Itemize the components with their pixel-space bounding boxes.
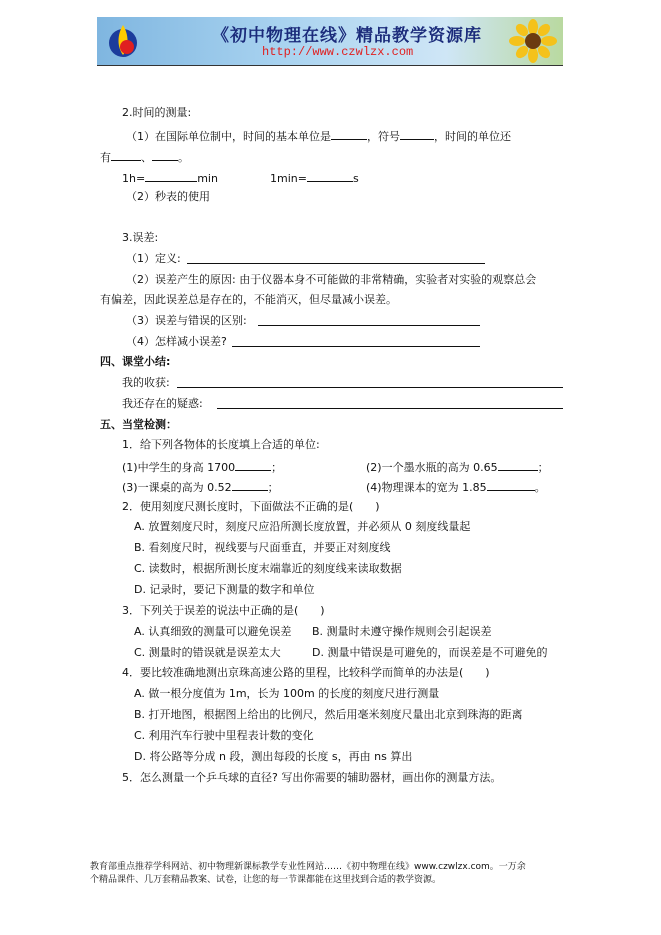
banner-url[interactable]: http://www.czwlzx.com — [262, 45, 414, 59]
summary-heading: 四、课堂小结: — [100, 355, 171, 368]
unit-blank[interactable] — [331, 128, 367, 140]
sunflower-icon — [509, 19, 557, 63]
error-cause-line-1: （2）误差产生的原因: 由于仪器本身不可能做的非常精确，实验者对实验的观察总会 — [126, 273, 537, 286]
other-unit-blank-2[interactable] — [152, 149, 178, 161]
error-definition-line[interactable] — [187, 263, 485, 264]
test-q1-opt-1: (1)中学生的身高 1700 ； — [122, 461, 283, 474]
stopwatch-usage: （2）秒表的使用 — [126, 190, 210, 203]
test-q4-option-a[interactable]: A. 做一根分度值为 1m，长为 100m 的长度的刻度尺进行测量 — [134, 687, 440, 700]
test-q4: 4．要比较准确地测出京珠高速公路的里程，比较科学而简单的办法是( ) — [122, 666, 490, 679]
gain-label: 我的收获: — [122, 376, 170, 389]
q1-blank-4[interactable] — [487, 479, 535, 491]
gain-line[interactable] — [177, 387, 563, 388]
time-question-1-cont: 有 、 。 — [100, 151, 189, 164]
time-question-1: （1）在国际单位制中，时间的基本单位是 ，符号 ，时间的单位还 — [126, 130, 511, 143]
test-q2: 2．使用刻度尺测长度时，下面做法不正确的是( ) — [122, 500, 380, 513]
doubt-label: 我还存在的疑惑: — [122, 397, 203, 410]
test-q4-option-b[interactable]: B. 打开地图，根据图上给出的比例尺，然后用毫米刻度尺量出北京到珠海的距离 — [134, 708, 523, 721]
hour-conversion: 1h= min — [122, 172, 218, 185]
banner-title: 《初中物理在线》精品教学资源库 — [212, 26, 482, 46]
test-q3: 3．下列关于误差的说法中正确的是( ) — [122, 604, 325, 617]
header-banner — [97, 17, 563, 65]
error-heading: 3.误差: — [122, 231, 159, 244]
q1-blank-3[interactable] — [232, 479, 268, 491]
time-heading: 2.时间的测量: — [122, 106, 192, 119]
test-q1-opt-3: (3)一课桌的高为 0.52 ； — [122, 481, 279, 494]
footer-line-2: 个精品课件、几万套精品教案、试卷，让您的每一节课都能在这里找到合适的教学资源。 — [90, 875, 442, 885]
error-vs-mistake-label: （3）误差与错误的区别: — [126, 314, 247, 327]
test-q3-option-d[interactable]: D. 测量中错误是可避免的，而误差是不可避免的 — [312, 646, 548, 659]
test-q4-option-d[interactable]: D. 将公路等分成 n 段，测出每段的长度 s，再由 ns 算出 — [134, 750, 413, 763]
test-q3-option-b[interactable]: B. 测量时未遵守操作规则会引起误差 — [312, 625, 492, 638]
test-q3-option-c[interactable]: C. 测量时的错误就是误差太大 — [134, 646, 281, 659]
test-q1: 1．给下列各物体的长度填上合适的单位: — [122, 438, 320, 451]
test-q2-option-a[interactable]: A. 放置刻度尺时，刻度尺应沿所测长度放置，并必须从 0 刻度线量起 — [134, 520, 471, 533]
q1-blank-2[interactable] — [498, 459, 538, 471]
q1-blank-1[interactable] — [235, 459, 271, 471]
footer-line-1: 教育部重点推荐学科网站、初中物理新课标教学专业性网站……《初中物理在线》www.czwlzx.com。一万余 — [90, 862, 526, 872]
test-heading: 五、当堂检测： — [100, 418, 177, 431]
reduce-error-line[interactable] — [232, 346, 480, 347]
test-q2-option-d[interactable]: D. 记录时，要记下测量的数字和单位 — [134, 583, 315, 596]
reduce-error-label: （4）怎样减小误差? — [126, 335, 227, 348]
test-q2-option-c[interactable]: C. 读数时，根据所测长度末端靠近的刻度线来读取数据 — [134, 562, 402, 575]
test-q1-opt-2: (2)一个墨水瓶的高为 0.65 ； — [366, 461, 549, 474]
site-logo-icon — [103, 21, 143, 61]
symbol-blank[interactable] — [400, 128, 434, 140]
other-unit-blank-1[interactable] — [111, 149, 141, 161]
error-vs-mistake-line[interactable] — [258, 325, 480, 326]
error-cause-line-2: 有偏差，因此误差总是存在的，不能消灭，但尽量减小误差。 — [100, 293, 397, 306]
hour-min-blank[interactable] — [145, 170, 197, 182]
test-q4-option-c[interactable]: C. 利用汽车行驶中里程表计数的变化 — [134, 729, 314, 742]
doubt-line[interactable] — [217, 408, 563, 409]
test-q2-option-b[interactable]: B. 看刻度尺时，视线要与尺面垂直，并要正对刻度线 — [134, 541, 391, 554]
header-rule — [97, 65, 563, 66]
test-q1-opt-4: (4)物理课本的宽为 1.85 。 — [366, 481, 546, 494]
min-sec-blank[interactable] — [307, 170, 353, 182]
test-q5: 5．怎么测量一个乒乓球的直径? 写出你需要的辅助器材，画出你的测量方法。 — [122, 771, 502, 784]
test-q3-option-a[interactable]: A. 认真细致的测量可以避免误差 — [134, 625, 292, 638]
error-definition-label: （1）定义: — [126, 252, 181, 265]
minute-conversion: 1min= s — [270, 172, 359, 185]
